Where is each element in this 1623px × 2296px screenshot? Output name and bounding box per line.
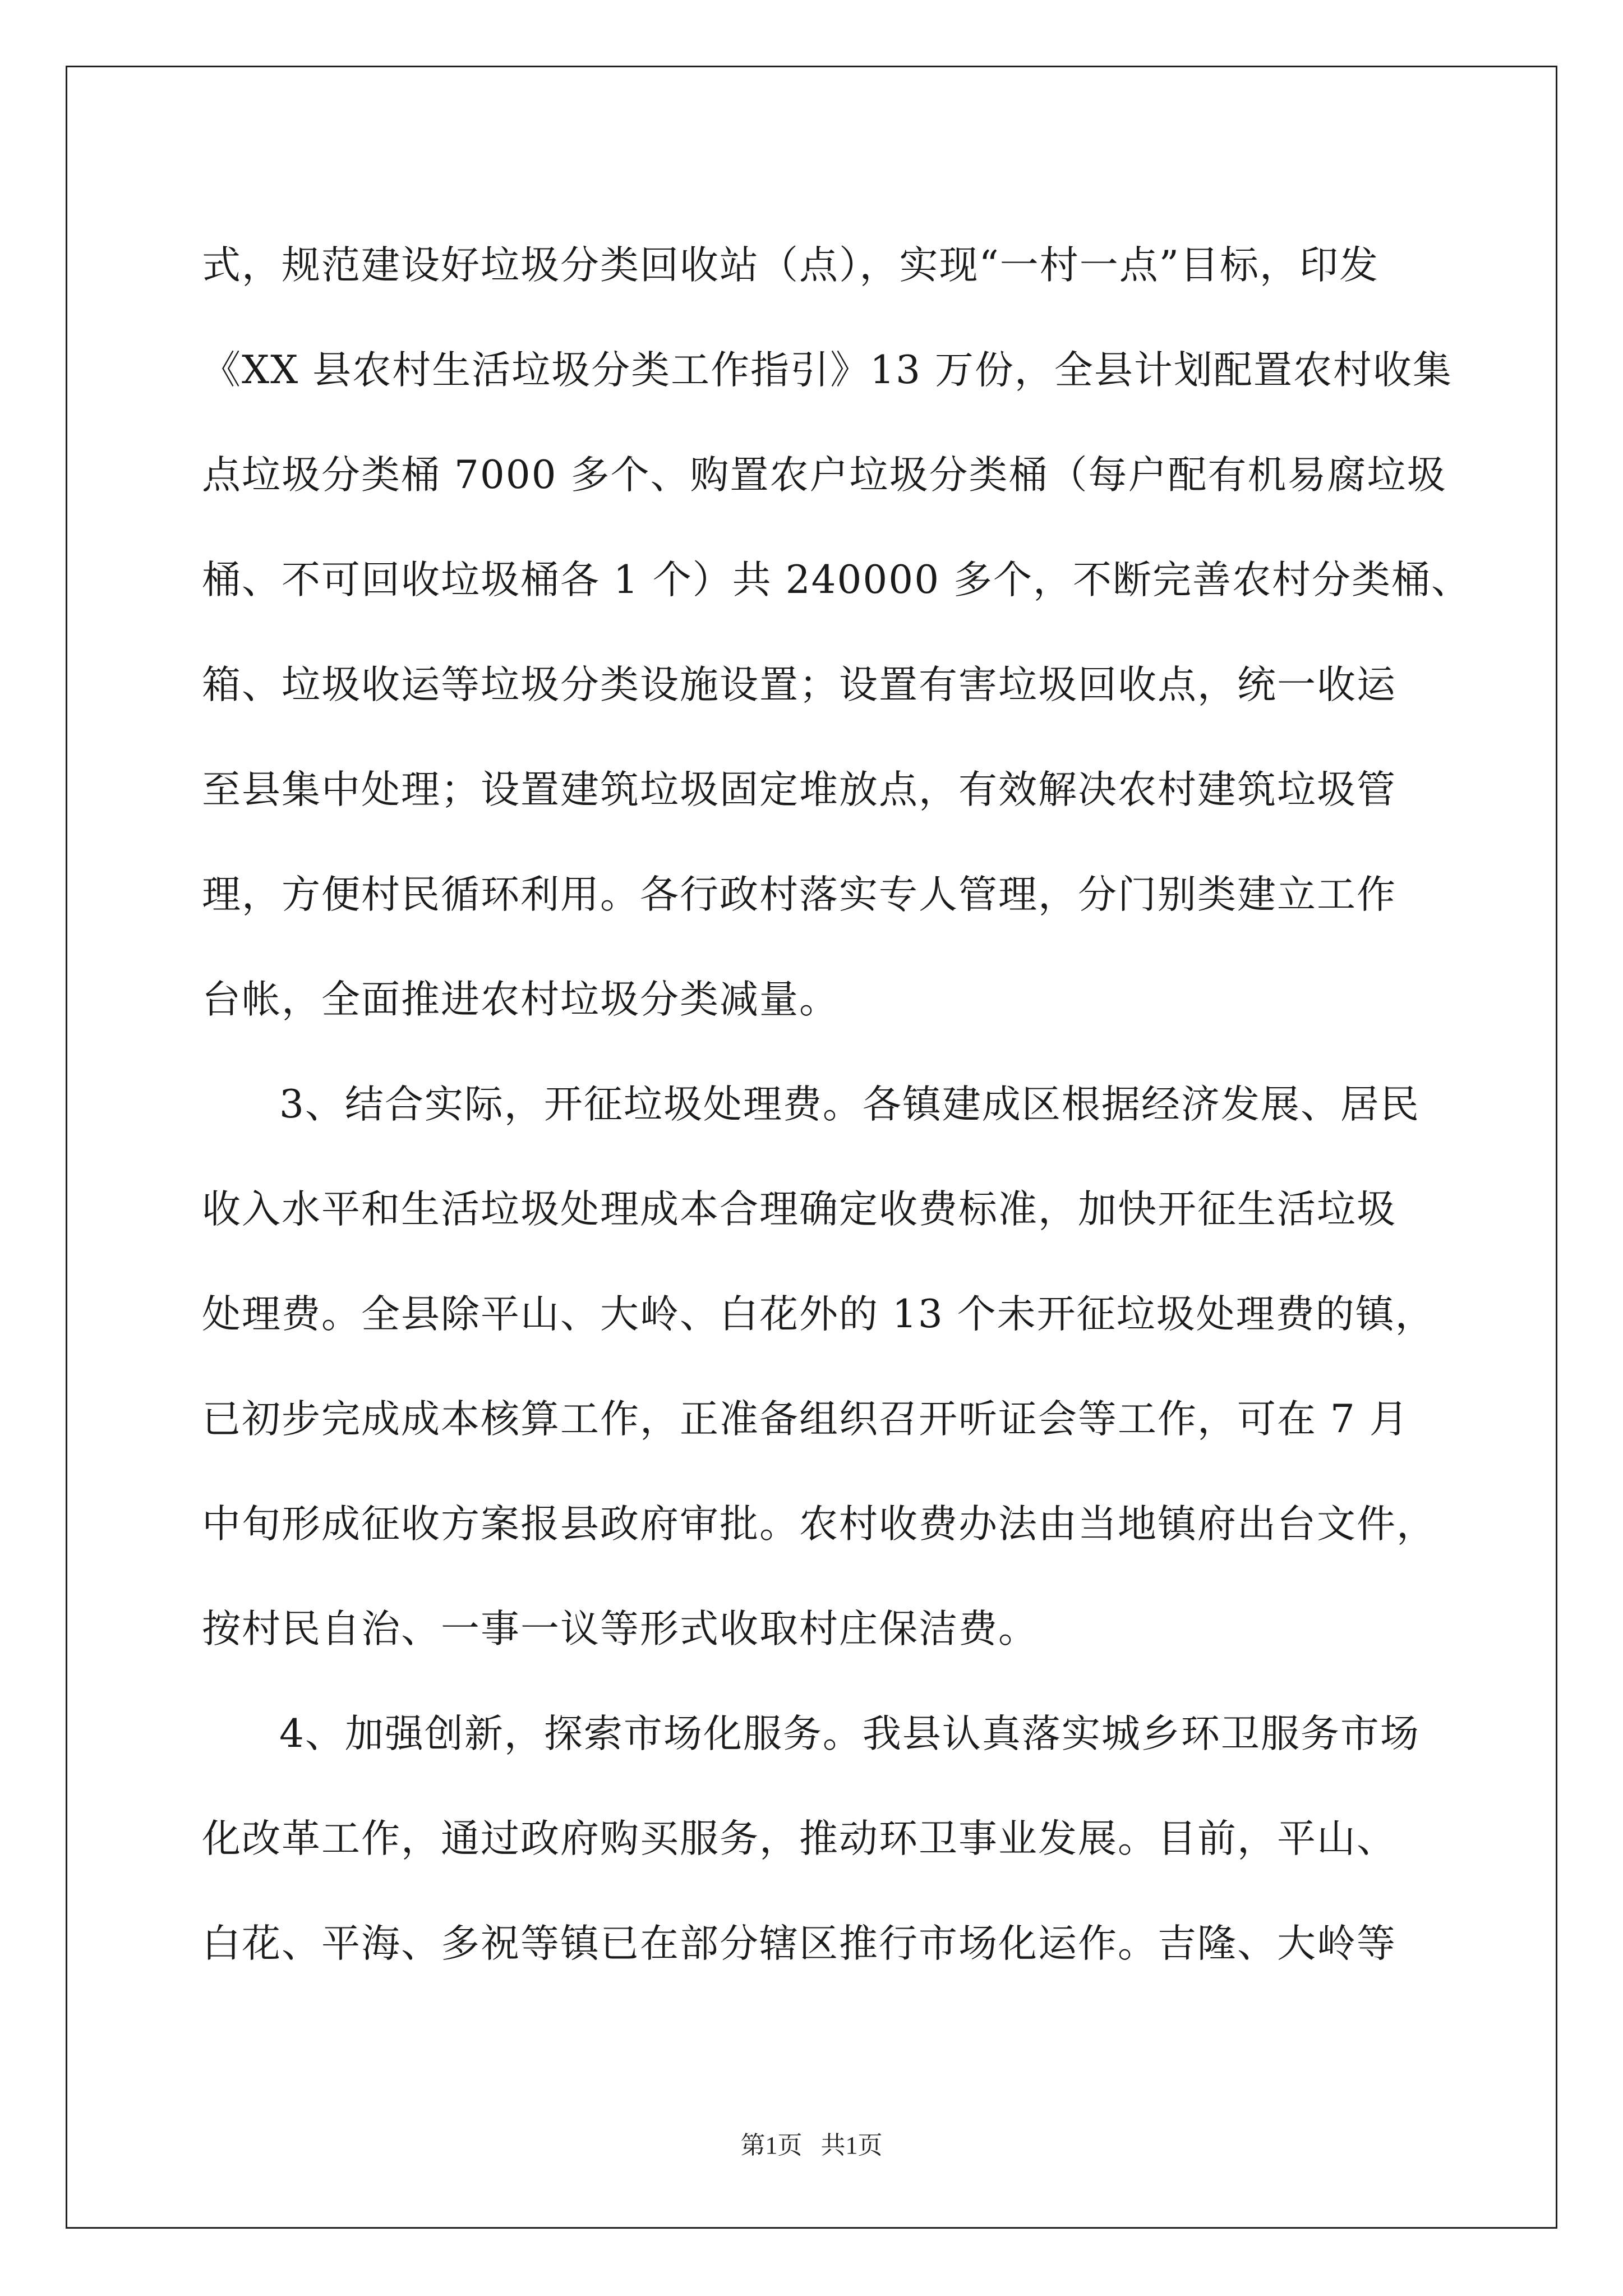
text-line: 理，方便村民循环利用。各行政村落实专人管理，分门别类建立工作 [202, 872, 1396, 917]
text-line: 白花、平海、多祝等镇已在部分辖区推行市场化运作。吉隆、大岭等 [202, 1921, 1396, 1966]
text-line: 按村民自治、一事一议等形式收取村庄保洁费。 [202, 1607, 1038, 1651]
text-line: 台帐，全面推进农村垃圾分类减量。 [202, 977, 839, 1022]
text-line: 至县集中处理；设置建筑垃圾固定堆放点，有效解决农村建筑垃圾管 [202, 767, 1396, 812]
document-body [202, 213, 1472, 1996]
paragraph-start-line: 3、结合实际，开征垃圾处理费。各镇建成区根据经济发展、居民 [279, 1082, 1420, 1127]
text-line: 中旬形成征收方案报县政府审批。农村收费办法由当地镇府出台文件， [202, 1502, 1436, 1547]
text-line: 已初步完成成本核算工作，正准备组织召开听证会等工作，可在 7 月 [202, 1397, 1409, 1442]
text-line: 处理费。全县除平山、大岭、白花外的 13 个未开征垃圾处理费的镇， [202, 1292, 1435, 1337]
page-number-footer: 第1页 共1页 [740, 2132, 883, 2159]
text-line: 箱、垃圾收运等垃圾分类设施设置；设置有害垃圾回收点，统一收运 [202, 662, 1396, 707]
text-line: 《XX 县农村生活垃圾分类工作指引》13 万份，全县计划配置农村收集 [202, 348, 1453, 393]
text-line: 收入水平和生活垃圾处理成本合理确定收费标准，加快开征生活垃圾 [202, 1187, 1396, 1232]
text-line: 点垃圾分类桶 7000 多个、购置农户垃圾分类桶（每户配有机易腐垃圾 [202, 453, 1447, 498]
text-line: 式，规范建设好垃圾分类回收站（点），实现“一村一点”目标，印发 [202, 243, 1380, 288]
text-line: 桶、不可回收垃圾桶各 1 个）共 240000 多个，不断完善农村分类桶、 [202, 558, 1472, 602]
paragraph-start-line: 4、加强创新，探索市场化服务。我县认真落实城乡环卫服务市场 [279, 1711, 1420, 1756]
text-line: 化改革工作，通过政府购买服务，推动环卫事业发展。目前，平山、 [202, 1816, 1396, 1861]
